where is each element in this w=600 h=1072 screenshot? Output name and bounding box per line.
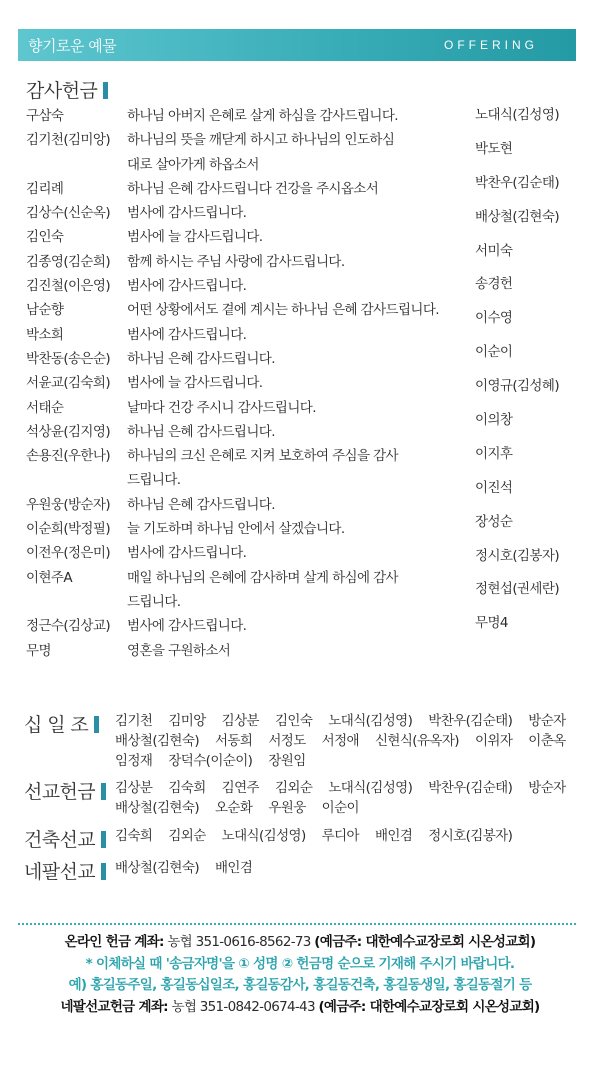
offering-row [26, 566, 471, 590]
donor-name: 박찬우(김순태) [428, 713, 513, 729]
offerer-name: 무명4 [475, 615, 508, 632]
offering-row [26, 225, 471, 249]
group-names [115, 826, 585, 846]
offerer-name: 남순향 [26, 302, 64, 319]
donor-name: 김연주 [221, 780, 259, 796]
offering-message: 하나님의 뜻을 깨닫게 하시고 하나님의 인도하심 [127, 132, 395, 149]
offering-row [26, 177, 471, 201]
donor-name: 김상분 [221, 713, 259, 729]
group-label: 십 일 조 [24, 710, 99, 737]
offering-header [18, 29, 576, 61]
offering-message: 범사에 늘 감사드립니다. [127, 375, 263, 392]
offering-row [26, 347, 471, 371]
dotted-divider [18, 923, 576, 925]
online-account-line [0, 932, 600, 954]
header-subtitle: OFFERING [444, 38, 538, 52]
offerer-name: 손용진(우한나) [26, 448, 110, 465]
offerer-name: 박찬동(송은순) [26, 350, 110, 367]
offerer-name: 박소희 [26, 326, 64, 343]
offering-message: 어떤 상황에서도 곁에 계시는 하나님 은혜 감사드립니다. [127, 302, 439, 319]
offering-row [26, 444, 471, 468]
offerer-name: 이전우(정은미) [26, 545, 110, 562]
offerer-name: 서태순 [26, 399, 64, 416]
donor-name: 노대식(김성영) [328, 713, 413, 729]
offerer-name: 이현주A [26, 569, 72, 586]
offerer-name: 이영규(김성혜) [475, 378, 559, 395]
donor-name: 김외순 [168, 828, 206, 844]
online-account-holder: (예금주: 대한예수교장로회 시온성교회) [314, 934, 536, 950]
thanks-title-text: 감사헌금 [26, 80, 98, 102]
offering-message: 범사에 감사드립니다. [127, 618, 247, 635]
donor-name: 김인숙 [274, 713, 313, 729]
offering-message: 하나님 은혜 감사드립니다. [127, 350, 275, 367]
offering-row [26, 128, 471, 152]
donor-name: 노대식(김성영) [221, 828, 306, 844]
donor-name: 배상철(김현숙) [115, 733, 199, 749]
offering-row [26, 201, 471, 225]
offerer-name: 송경헌 [475, 276, 513, 293]
donor-name: 노대식(김성영) [328, 780, 413, 796]
online-account-label: 온라인 헌금 계좌: [64, 934, 164, 950]
offerer-name [26, 153, 127, 177]
offering-row [26, 396, 471, 420]
offering-message: 드립니다. [127, 472, 181, 489]
offering-message: 하나님 은혜 감사드립니다. [127, 423, 275, 440]
offerer-name: 이의창 [475, 412, 513, 429]
offering-row [26, 590, 471, 614]
offering-row [26, 371, 471, 395]
offerer-name: 무명 [26, 642, 51, 659]
offering-row [26, 541, 471, 565]
offering-row [26, 493, 471, 517]
offerer-name: 정시호(김봉자) [475, 547, 559, 564]
offerer-name: 김리례 [26, 180, 64, 197]
offerer-name: 노대식(김성영) [475, 107, 559, 123]
offering-message: 날마다 건강 주시니 감사드립니다. [127, 399, 316, 416]
offering-message: 늘 기도하며 하나님 안에서 살겠습니다. [127, 521, 345, 538]
header-title: 향기로운 예물 [28, 37, 117, 55]
offerer-name: 장성순 [475, 513, 513, 530]
offerer-name: 이순희(박정필) [26, 521, 110, 538]
offerer-name: 구삼숙 [26, 108, 64, 124]
offering-message: 범사에 감사드립니다. [127, 205, 247, 222]
offering-row [26, 468, 471, 492]
donor-name: 배인겸 [374, 828, 413, 844]
offering-row [26, 274, 471, 298]
offering-message: 함께 하시는 주님 사랑에 감사드립니다. [127, 253, 345, 270]
donor-name: 이위자 [474, 733, 513, 749]
offerer-name [26, 590, 127, 614]
donor-name: 정시호(김봉자) [428, 828, 513, 844]
donor-name: 김숙희 [168, 780, 206, 796]
offering-row [26, 298, 471, 322]
donor-name: 이순이 [321, 800, 359, 816]
donor-name: 배상철(김현숙) [115, 800, 199, 816]
offering-message: 영혼을 구원하소서 [127, 642, 231, 659]
offerer-name [26, 468, 127, 492]
donor-name: 오순화 [214, 800, 253, 816]
offering-message: 범사에 감사드립니다. [127, 326, 247, 343]
transfer-example: 예) 홍길동주일, 홍길동십일조, 홍길동감사, 홍길동건축, 홍길동생일, 홍길동절기 등 [68, 977, 532, 993]
group-label: 선교헌금 [24, 777, 106, 804]
offering-message: 매일 하나님의 은혜에 감사하며 살게 하심에 감사 [127, 569, 398, 586]
offerer-name: 김상수(신순옥) [26, 205, 110, 222]
offering-row [26, 250, 471, 274]
donor-name: 서동희 [214, 733, 253, 749]
account-info-footer [0, 932, 600, 1018]
nepal-account-holder: (예금주: 대한예수교장로회 시온성교회) [318, 998, 540, 1015]
donor-name: 서정도 [268, 733, 306, 749]
group-names [115, 858, 585, 878]
offerer-name: 이수영 [475, 310, 513, 327]
offerer-name: 정현섭(권세란) [475, 581, 559, 598]
donor-name: 임정재 [115, 753, 153, 769]
donor-name: 김숙희 [115, 828, 153, 844]
donor-name: 장덕수(이순이) [168, 753, 253, 769]
offerer-name: 박찬우(김순태) [475, 174, 559, 191]
donor-name: 김미앙 [168, 713, 206, 729]
thanks-offering-title [26, 76, 108, 103]
donor-name: 신현식(유옥자) [374, 733, 459, 749]
offering-row [26, 104, 471, 128]
nepal-account-line [0, 997, 600, 1019]
offering-message: 하나님 아버지 은혜로 살게 하심을 감사드립니다. [127, 108, 398, 124]
offering-message: 범사에 감사드립니다. [127, 278, 247, 295]
offering-row [26, 517, 471, 541]
offerer-name: 김진철(이은영) [26, 278, 110, 295]
offerer-name: 서미숙 [475, 242, 513, 259]
offering-row [26, 153, 471, 177]
title-bar-marker [103, 82, 108, 99]
offerer-name: 정근수(김상교) [26, 618, 110, 635]
offering-message: 대로 살아가게 하옵소서 [127, 156, 259, 173]
offering-row [26, 323, 471, 347]
donor-name: 김상분 [115, 780, 153, 796]
offerer-name: 배상철(김현숙) [475, 208, 559, 225]
donor-name: 방순자 [528, 713, 566, 729]
transfer-notice: * 이체하실 때 '송금자명'을 ① 성명 ② 헌금명 순으로 기재해 주시기 바랍니다. [85, 955, 515, 972]
offerer-name: 이지후 [475, 445, 513, 462]
thanks-offering-name-list [475, 103, 559, 645]
offerer-name: 김기천(김미앙) [26, 132, 110, 149]
donor-name: 김기천 [115, 713, 153, 729]
offering-row [26, 420, 471, 444]
donor-name: 서정애 [321, 733, 359, 749]
offerer-name: 김종영(김순희) [26, 253, 110, 270]
offerer-name: 이진석 [475, 479, 513, 496]
nepal-account-label: 네팔선교헌금 계좌: [60, 998, 168, 1015]
offering-row [26, 639, 471, 663]
group-label: 건축선교 [24, 825, 106, 852]
donor-name: 이춘옥 [528, 733, 566, 749]
thanks-offering-list [26, 104, 471, 663]
offerer-name: 서윤교(김숙희) [26, 375, 110, 392]
donor-name: 루디아 [321, 828, 359, 844]
group-label: 네팔선교 [24, 857, 106, 884]
offering-message: 드립니다. [127, 593, 181, 610]
offerer-name: 우원웅(방순자) [26, 496, 110, 513]
donor-name: 우원웅 [268, 800, 306, 816]
offerer-name: 김인숙 [26, 229, 64, 246]
donor-name: 박찬우(김순태) [428, 780, 513, 796]
offering-message: 하나님 은혜 감사드립니다. [127, 496, 275, 513]
offering-message: 범사에 감사드립니다. [127, 545, 247, 562]
group-names [115, 711, 585, 771]
online-account-number: 농협 351-0616-8562-73 [167, 934, 311, 950]
offering-row [26, 614, 471, 638]
donor-name: 배상철(김현숙) [115, 860, 199, 876]
offering-message: 하나님 은혜 감사드립니다 건강을 주시옵소서 [127, 180, 379, 197]
offerer-name: 이순이 [475, 344, 513, 361]
nepal-account-number: 농협 351-0842-0674-43 [171, 998, 315, 1015]
offerer-name: 박도현 [475, 140, 513, 157]
offerer-name: 석상윤(김지영) [26, 423, 110, 440]
donor-name: 장원임 [268, 753, 306, 769]
donor-name: 방순자 [528, 780, 566, 796]
donor-name: 김외순 [274, 780, 313, 796]
offering-message: 하나님의 크신 은혜로 지켜 보호하여 주심을 감사 [127, 448, 398, 465]
offering-message: 범사에 늘 감사드립니다. [127, 229, 263, 246]
group-names [115, 778, 585, 818]
donor-name: 배인겸 [214, 860, 253, 876]
